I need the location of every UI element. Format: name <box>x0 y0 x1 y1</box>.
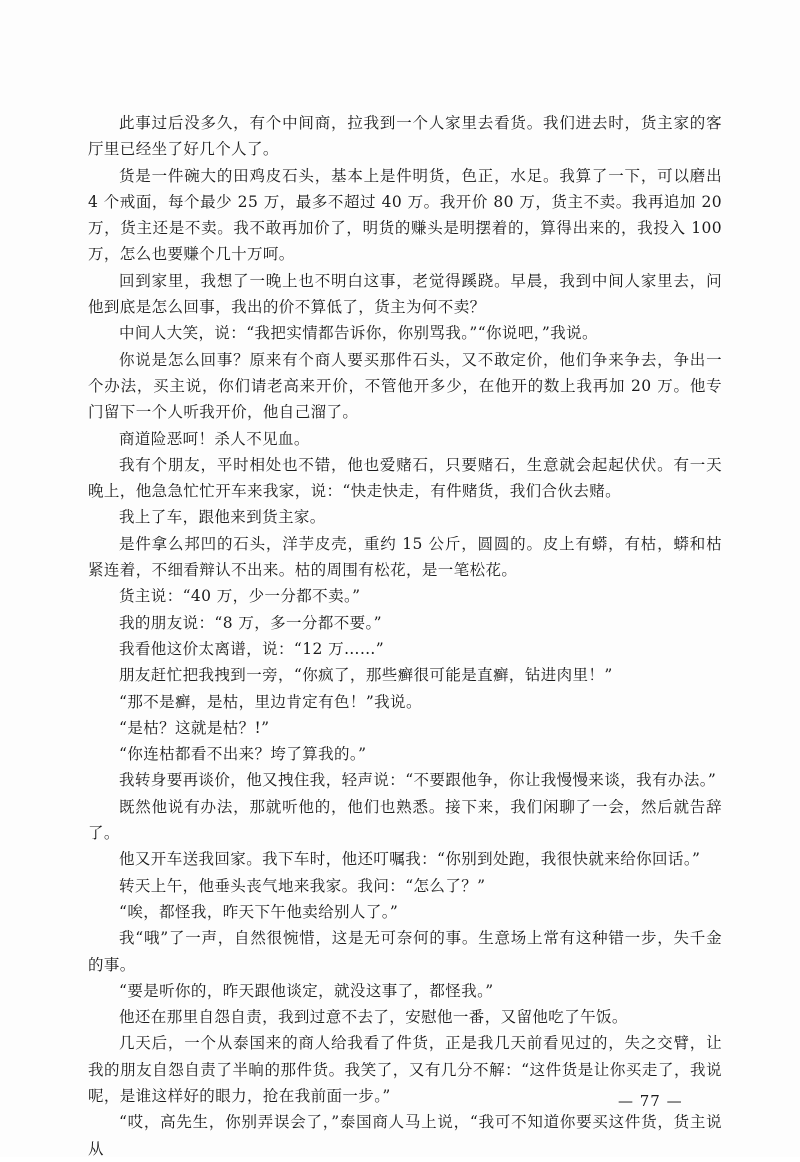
paragraph: 几天后，一个从泰国来的商人给我看了件货，正是我几天前看见过的，失之交臂，让我的朋友自怨自责了半晌的那件货。我笑了，又有几分不解：“这件货是让你买走了，我说呢，是谁这样好的眼力，抢在我前面一步。” <box>88 1034 722 1105</box>
paragraph: 既然他说有办法，那就听他的，他们也熟悉。接下来，我们闲聊了一会，然后就告辞了。 <box>88 797 722 843</box>
body-text <box>88 110 722 1162</box>
paragraph: 我转身要再谈价，他又拽住我，轻声说：“不要跟他争，你让我慢慢来谈，我有办法。” <box>119 771 717 790</box>
paragraph: 我看他这价太离谱，说：“12 万……” <box>119 639 385 658</box>
paragraph: 你说是怎么回事？原来有个商人要买那件石头，又不敢定价，他们争来争去，争出一个办法，买主说，你们请老高来开价，不管他开多少，在他开的数上我再加 20 万。他专门留下一个人听我开价，他自己溜了。 <box>88 350 722 422</box>
paragraph: “你连枯都看不出来？垮了算我的。” <box>119 745 367 764</box>
paragraph: “那不是癣，是枯，里边肯定有色！”我说。 <box>119 692 422 711</box>
paragraph: 我上了车，跟他来到货主家。 <box>119 508 326 527</box>
paragraph: 转天上午，他垂头丧气地来我家。我问：“怎么了？” <box>119 876 486 895</box>
paragraph: 货主说：“40 万，少一分都不卖。” <box>119 587 361 606</box>
paragraph: 我的朋友说：“8 万，多一分都不要。” <box>119 613 382 632</box>
paragraph: “要是听你的，昨天跟他谈定，就没这事了，都怪我。” <box>119 981 494 1000</box>
paragraph: 他又开车送我回家。我下车时，他还叮嘱我：“你别到处跑，我很快就来给你回话。” <box>119 850 701 869</box>
page-number: — 77 — <box>618 1092 683 1110</box>
paragraph: 货是一件碗大的田鸡皮石头，基本上是件明货，色正，水足。我算了一下，可以磨出 4 个戒面，每个最少 25 万，最多不超过 40 万。我开价 80 万，货主不卖。我再追加 20 万，货主还是不卖。我不敢再加价了，明货的赚头是明摆着的，算得出来的，我投入 100 万，怎么也要赚个几十万呵。 <box>88 166 722 264</box>
paragraph: 朋友赶忙把我拽到一旁，“你疯了，那些癣很可能是直癣，钻进肉里！” <box>119 666 613 685</box>
paragraph: 他还在那里自怨自责，我到过意不去了，安慰他一番，又留他吃了午饭。 <box>119 1008 628 1027</box>
paragraph: 中间人大笑，说：“我把实情都告诉你，你别骂我。”“你说吧，”我说。 <box>119 324 598 343</box>
paragraph: 我有个朋友，平时相处也不错，他也爱赌石，只要赌石，生意就会起起伏伏。有一天晚上，他急急忙忙开车来我家，说：“快走快走，有件赌货，我们合伙去赌。 <box>88 455 722 501</box>
paragraph: 商道险恶呵！杀人不见血。 <box>119 429 310 448</box>
paragraph: 此事过后没多久，有个中间商，拉我到一个人家里去看货。我们进去时，货主家的客厅里已经坐了好几个人了。 <box>88 114 722 159</box>
paragraph: “哎，高先生，你别弄误会了，”泰国商人马上说，“我可不知道你要买这件货，货主说从 <box>88 1113 722 1158</box>
paragraph: 我“哦”了一声，自然很惋惜，这是无可奈何的事。生意场上常有这种错一步，失千金的事。 <box>88 929 722 974</box>
paragraph: “唉，都怪我，昨天下午他卖给别人了。” <box>119 902 399 921</box>
paragraph: 是件拿么邦凹的石头，洋芋皮壳，重约 15 公斤，圆圆的。皮上有蟒，有枯，蟒和枯紧连着，不细看辩认不出来。枯的周围有松花，是一笔松花。 <box>88 534 722 580</box>
paragraph: 回到家里，我想了一晚上也不明白这事，老觉得蹊跷。早晨，我到中间人家里去，问他到底是怎么回事，我出的价不算低了，货主为何不卖？ <box>88 271 722 317</box>
paragraph: “是枯？这就是枯？!” <box>119 718 270 737</box>
